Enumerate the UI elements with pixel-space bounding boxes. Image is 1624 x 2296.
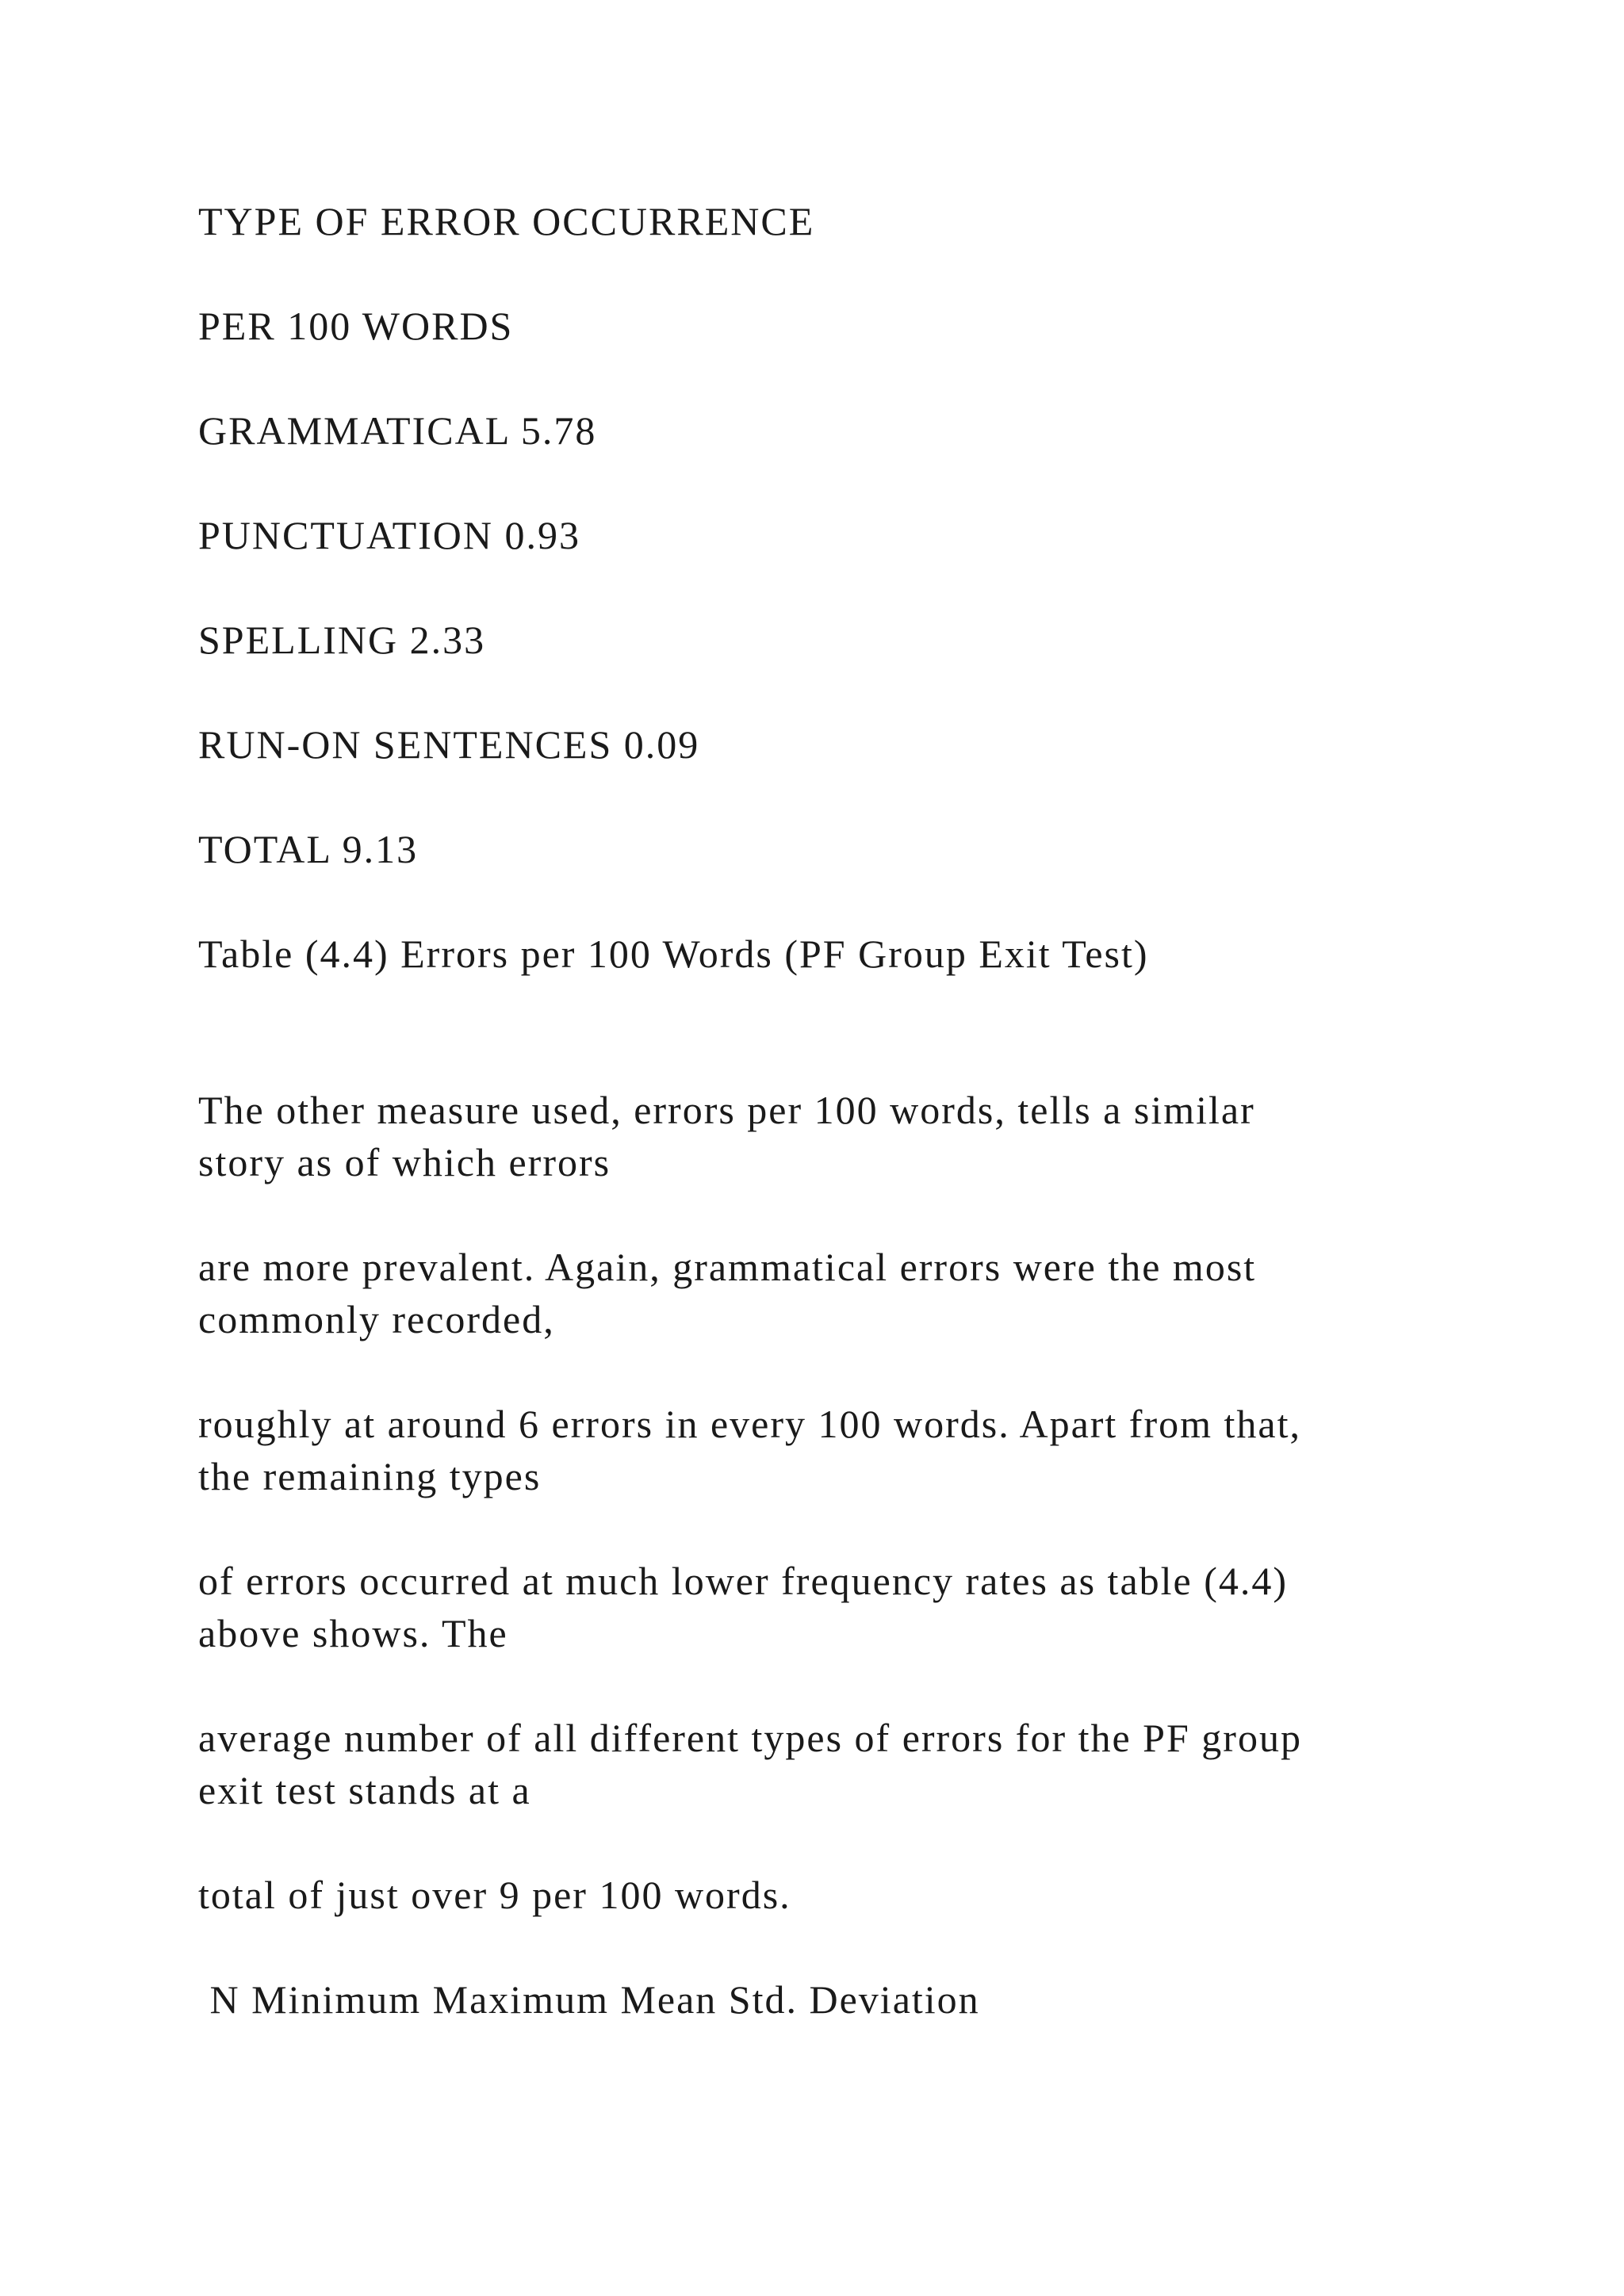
next-table-header: N Minimum Maximum Mean Std. Deviation xyxy=(198,1977,980,2022)
paragraph-2 xyxy=(198,1241,1467,1345)
paragraph-5 xyxy=(198,1712,1467,1816)
paragraph-4-line-1: of errors occurred at much lower frequency rates as table (4.4) xyxy=(198,1559,1289,1603)
paragraph-4-line-2: above shows. The xyxy=(198,1611,508,1655)
paragraph-3-line-1: roughly at around 6 errors in every 100 words. Apart from that, xyxy=(198,1402,1301,1446)
table-row-punctuation: PUNCTUATION 0.93 xyxy=(198,513,580,557)
table-header-line-1: TYPE OF ERROR OCCURRENCE xyxy=(198,199,815,243)
table-caption: Table (4.4) Errors per 100 Words (PF Group Exit Test) xyxy=(198,932,1149,976)
paragraph-4 xyxy=(198,1555,1467,1659)
paragraph-5-line-1: average number of all different types of errors for the PF group xyxy=(198,1716,1302,1760)
table-row-grammatical: GRAMMATICAL 5.78 xyxy=(198,408,597,453)
paragraph-6 xyxy=(198,1869,1467,1921)
table-row-run-on-sentences: RUN-ON SENTENCES 0.09 xyxy=(198,722,700,767)
paragraph-1-line-1: The other measure used, errors per 100 words, tells a similar xyxy=(198,1088,1255,1132)
paragraph-3-line-2: the remaining types xyxy=(198,1454,542,1498)
paragraph-6-line-1: total of just over 9 per 100 words. xyxy=(198,1873,791,1917)
table-row-spelling: SPELLING 2.33 xyxy=(198,618,486,662)
paragraph-3 xyxy=(198,1398,1467,1502)
table-header-line-2: PER 100 WORDS xyxy=(198,304,514,348)
paragraph-2-line-1: are more prevalent. Again, grammatical errors were the most xyxy=(198,1245,1257,1289)
paragraph-1 xyxy=(198,1084,1467,1188)
paragraph-1-line-2: story as of which errors xyxy=(198,1140,611,1184)
paragraph-5-line-2: exit test stands at a xyxy=(198,1768,531,1812)
paragraph-2-line-2: commonly recorded, xyxy=(198,1297,555,1341)
table-row-total: TOTAL 9.13 xyxy=(198,827,419,871)
